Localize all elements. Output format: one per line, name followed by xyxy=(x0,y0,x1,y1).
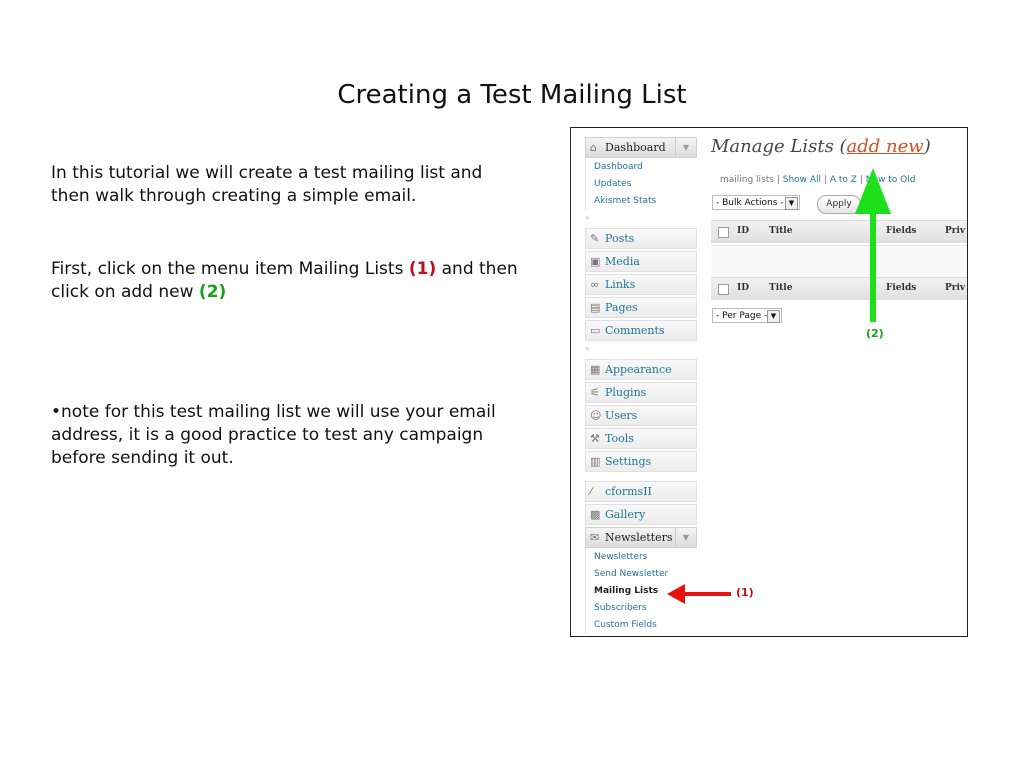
add-new-link[interactable]: add new xyxy=(846,136,924,157)
menu-settings-label: Settings xyxy=(605,455,652,468)
filter-new-to-old-link[interactable]: New to Old xyxy=(865,175,916,185)
filter-show-all-link[interactable]: Show All xyxy=(782,175,822,185)
separator-icon: « xyxy=(585,213,590,222)
wordpress-admin-screenshot xyxy=(570,127,968,637)
menu-appearance-label: Appearance xyxy=(605,363,672,376)
link-icon: ∞ xyxy=(590,278,600,291)
menu-tools-label: Tools xyxy=(605,432,634,445)
menu-cformsii-label: cformsII xyxy=(605,485,652,498)
column-id[interactable]: ID xyxy=(737,226,750,236)
menu-users-label: Users xyxy=(605,409,638,422)
submenu-custom-fields[interactable]: Custom Fields xyxy=(585,617,697,634)
appearance-icon: ▦ xyxy=(590,363,601,376)
pin-icon: ✎ xyxy=(590,232,600,245)
step-marker-2: (2) xyxy=(198,282,227,302)
gallery-icon: ▩ xyxy=(590,508,601,521)
submenu-updates[interactable]: Updates xyxy=(585,176,697,193)
column-fields[interactable]: Fields xyxy=(886,283,917,293)
newsletter-icon: ✉ xyxy=(590,531,600,544)
menu-links-label: Links xyxy=(605,278,636,291)
chevron-down-icon[interactable]: ▼ xyxy=(767,310,780,323)
arrow-2 xyxy=(855,168,891,322)
bulk-actions-value: - Bulk Actions - xyxy=(716,198,784,208)
menu-pages-label: Pages xyxy=(605,301,638,314)
plug-icon: ⚟ xyxy=(590,386,600,399)
filter-separator: | xyxy=(823,175,827,185)
submenu-subscribers[interactable]: Subscribers xyxy=(585,600,697,617)
page-title-text: Manage Lists ( xyxy=(711,136,847,157)
column-title[interactable]: Title xyxy=(769,226,793,236)
intro-text: In this tutorial we will create a test mailing list and then walk through creating a simple email. xyxy=(51,163,483,206)
step-text-part: First, click on the menu item Mailing Lists xyxy=(51,259,404,279)
arrow-2-head xyxy=(855,168,891,214)
step-marker-1: (1) xyxy=(408,259,437,279)
column-privacy[interactable]: Priv xyxy=(945,226,966,236)
filter-separator: | xyxy=(859,175,863,185)
step-text-mid: and then click on add new xyxy=(51,259,518,302)
annotation-label-2: (2) xyxy=(866,327,884,340)
submenu-mailing-lists[interactable]: Mailing Lists xyxy=(585,583,697,600)
pages-icon: ▤ xyxy=(590,301,601,314)
chevron-down-icon[interactable]: ▼ xyxy=(675,528,696,547)
filter-a-to-z-link[interactable]: A to Z xyxy=(829,175,857,185)
annotation-arrows xyxy=(571,128,967,636)
separator-icon: « xyxy=(585,344,590,353)
annotation-label-1: (1) xyxy=(736,586,754,599)
note-text: •note for this test mailing list we will use your email address, it is a good practice to test any campaign before sending it out. xyxy=(51,402,496,468)
per-page-value: - Per Page - xyxy=(716,311,768,321)
menu-posts-label: Posts xyxy=(605,232,635,245)
arrow-1-head xyxy=(667,584,685,604)
menu-comments-label: Comments xyxy=(605,324,665,337)
home-icon: ⌂ xyxy=(590,141,597,154)
menu-gallery-label: Gallery xyxy=(605,508,646,521)
comment-icon: ▭ xyxy=(590,324,601,337)
tools-icon: ⚒ xyxy=(590,432,600,445)
page-title-end: ) xyxy=(923,136,931,157)
chevron-down-icon[interactable]: ▼ xyxy=(785,197,798,210)
submenu-dashboard[interactable]: Dashboard xyxy=(585,159,697,176)
menu-plugins-label: Plugins xyxy=(605,386,647,399)
slide-title: Creating a Test Mailing List xyxy=(337,80,687,110)
media-icon: ▣ xyxy=(590,255,601,268)
menu-dashboard-label: Dashboard xyxy=(605,141,666,154)
users-icon: ☺ xyxy=(590,409,602,422)
cforms-icon: ⁄ xyxy=(590,485,592,498)
menu-media-label: Media xyxy=(605,255,640,268)
column-id[interactable]: ID xyxy=(737,283,750,293)
submenu-newsletters[interactable]: Newsletters xyxy=(585,549,697,566)
chevron-down-icon[interactable]: ▼ xyxy=(675,138,696,157)
submenu-send-newsletter[interactable]: Send Newsletter xyxy=(585,566,697,583)
submenu-akismet-stats[interactable]: Akismet Stats xyxy=(585,193,697,210)
column-fields[interactable]: Fields xyxy=(886,226,917,236)
arrow-1 xyxy=(667,584,731,604)
column-privacy[interactable]: Priv xyxy=(945,283,966,293)
step-text xyxy=(51,258,521,304)
menu-newsletters-label: Newsletters xyxy=(605,531,673,544)
column-title[interactable]: Title xyxy=(769,283,793,293)
filter-prefix: mailing lists | xyxy=(720,175,780,185)
settings-icon: ▥ xyxy=(590,455,601,468)
apply-button[interactable]: Apply xyxy=(817,195,861,214)
